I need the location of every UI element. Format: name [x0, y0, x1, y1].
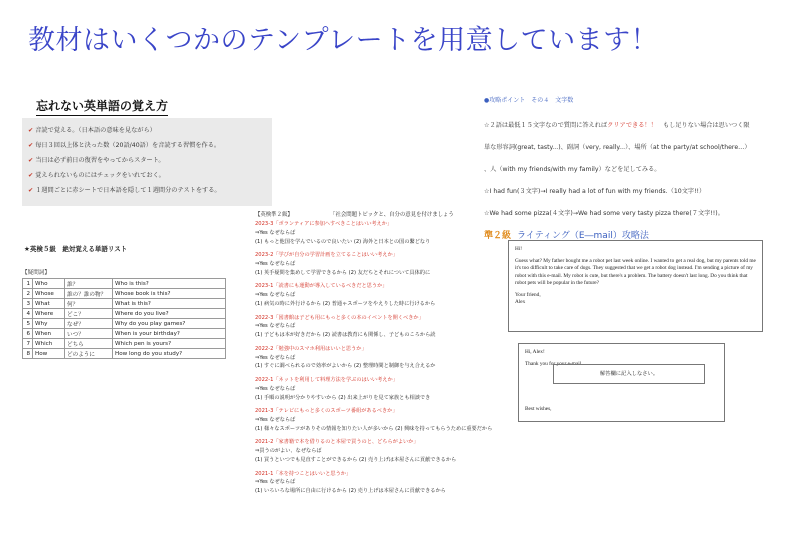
table-cell: 何？	[65, 299, 113, 309]
question-answer: ⇒Yes なぜならば	[255, 229, 296, 236]
reply-greeting: Hi, Alex!	[525, 349, 545, 355]
table-cell: どちら	[65, 339, 113, 349]
table-cell: 3	[23, 299, 33, 309]
letter-signature: Alex	[515, 299, 526, 306]
table-cell: 誰？	[65, 279, 113, 289]
table-cell: What is this?	[113, 299, 226, 309]
question-block	[255, 282, 495, 308]
question-block	[255, 314, 495, 340]
grade2-questions	[255, 210, 495, 501]
question-answer: ⇒Yes なぜならば	[255, 479, 296, 486]
strategy-line: ☆We had some pizza(４文字)→We had some very tasty pizza there(７文字!!)。	[484, 210, 724, 217]
question-answer: ⇒Yes なぜならば	[255, 385, 296, 392]
tip-item: ✔ 覚えられないものにはチェックをいれておく。	[28, 172, 165, 179]
question-block	[255, 345, 495, 371]
strategy-line: ☆２語は最低１５文字なので質問に答えればクリアできる！！ もし足りない場合は思いつく限	[484, 122, 750, 129]
table-row	[23, 329, 226, 339]
question-reasons: (1) 様々なスポーツがありその情報を知りたい人が多いから (2) 興味を持ってもらうために重要だから	[255, 425, 493, 432]
table-row	[23, 279, 226, 289]
question-answer: ⇒Yes なぜならば	[255, 354, 296, 361]
table-cell: Who	[33, 279, 65, 289]
question-block	[255, 470, 495, 496]
table-cell: Whose	[33, 289, 65, 299]
page-headline: 教材はいくつかのテンプレートを用意しています！	[28, 25, 659, 56]
question-reasons: (1) 手順の説明が分かりやすいから (2) 出来上がりを見て家族とも相談でき	[255, 394, 431, 401]
table-cell: 5	[23, 319, 33, 329]
table-cell: 6	[23, 329, 33, 339]
table-cell: 8	[23, 349, 33, 359]
question-answer: ⇒Yes なぜならば	[255, 260, 296, 267]
question-reasons: (1) いろいろな場所に自由に行けるから (2) 売り上げは本屋さんに貢献できるから	[255, 488, 446, 495]
table-cell: 誰の？誰の物？	[65, 289, 113, 299]
question-title: 2021-1「本を持つことはいいと思うか」	[255, 470, 352, 477]
grade2-header: 【英検準２級】 「社会問題トピックと、自分の意見を付けましょう	[255, 212, 454, 218]
email-letter	[508, 240, 763, 332]
question-answer: ⇒買うのがよい、なぜならば	[255, 448, 322, 455]
table-cell: How	[33, 349, 65, 359]
question-block	[255, 251, 495, 277]
table-cell: Which	[33, 339, 65, 349]
table-cell: 7	[23, 339, 33, 349]
table-cell: Why do you play games?	[113, 319, 226, 329]
question-answer: ⇒Yes なぜならば	[255, 292, 296, 299]
table-cell: Which pen is yours?	[113, 339, 226, 349]
table-cell: Who is this?	[113, 279, 226, 289]
question-title: 2021-2「家書籍で本を借りるのと本屋で買うのと、どちらがよいか」	[255, 439, 419, 446]
letter-body: Guess what? My father bought me a robot pet last week online. I wanted to get a real dog, but my parents told me it's too difficult to take care of dogs. They suggested that we get a robot dog instead. I'm sending a picture of my robot with this e-mail. My robot is cute, but there's a problem. The battery doesn't last long. Do you think that robot pets will be popular in the future?	[515, 258, 756, 286]
table-cell: Whose book is this?	[113, 289, 226, 299]
question-reasons: (1) もっと他国を学んでいるので良いたい (2) 海外と日本との国の繋どなり	[255, 238, 431, 245]
question-title: 2023-2「学びが自分の学習計画を立てることはいい考えか」	[255, 252, 398, 259]
tips-box	[22, 118, 272, 206]
table-cell: 2	[23, 289, 33, 299]
question-reasons: (1) 英手疑問を集めして学習できるから (2) 友だちとそれについて具体的に	[255, 269, 431, 276]
question-reasons: (1) 病気の時に外行けるから (2) 普通ゃスポーツをやえりした時に行けるから	[255, 300, 436, 307]
table-row	[23, 309, 226, 319]
question-block	[255, 220, 495, 246]
table-row	[23, 319, 226, 329]
check-icon: ✔	[28, 172, 34, 179]
check-icon: ✔	[28, 157, 34, 164]
question-answer: ⇒Yes なぜならば	[255, 323, 296, 330]
table-cell: When is your birthday?	[113, 329, 226, 339]
wordlist-table	[22, 278, 226, 359]
tips-title: 忘れない英単語の覚え方	[36, 97, 168, 116]
question-title: 2022-3「図書館は子ども用にもっと多くの本のイベントを開くべきか」	[255, 314, 424, 321]
question-title: 2022-1「ネットを利用して料理方法を学ぶのはいい考えか」	[255, 376, 398, 383]
answer-box[interactable]: 解答欄に記入しなさい。	[553, 364, 705, 384]
check-icon: ✔	[28, 187, 34, 194]
strategy-line: ☆I had fun(３文字)→I really had a lot of fun with my friends.（10文字!!）	[484, 188, 706, 195]
tip-item: ✔ 毎日３回以上体と決った数（20語/40語）を音読する習慣を作る。	[28, 142, 221, 149]
table-cell: What	[33, 299, 65, 309]
table-cell: Where	[33, 309, 65, 319]
tip-item: ✔ １週間ごとに赤シートで日本語を隠して１週間分のテストをする。	[28, 187, 221, 194]
table-cell: いつ？	[65, 329, 113, 339]
table-cell: 4	[23, 309, 33, 319]
table-row	[23, 299, 226, 309]
question-block	[255, 438, 495, 464]
table-row	[23, 349, 226, 359]
reply-thanks: Thank you for your e-mail.	[525, 361, 583, 367]
tip-item: ✔ 当日は必ず前日の復習をやってからスタート。	[28, 157, 165, 164]
strategy-point: ●攻略ポイント その４ 文字数	[484, 97, 574, 104]
question-title: 2023-3「ボランティアに参加へすべきことはいい考えか」	[255, 221, 393, 227]
question-block	[255, 376, 495, 402]
table-cell: When	[33, 329, 65, 339]
reply-closing: Best wishes,	[525, 406, 552, 412]
writing-strategy-title: 準２級 ライティング（E―mail）攻略法	[484, 231, 649, 241]
question-title: 2021-3「テレビにもっと多くのスポーツ番組があるべきか」	[255, 408, 398, 415]
question-reasons: (1) 買うといつでも見直すことができるから (2) 売り上げは本屋さんに貢献できるから	[255, 456, 457, 463]
letter-closing: Your friend,	[515, 292, 541, 299]
letter-greeting: Hi!	[515, 246, 523, 252]
strategy-line: 、人（with my friends/with my family）などを足してみる。	[484, 166, 661, 173]
table-cell: なぜ？	[65, 319, 113, 329]
question-reasons: (1) すぐに調べられるので効率がよいから (2) 整理時間と制御を与え合えるか	[255, 363, 436, 370]
table-cell: どこ？	[65, 309, 113, 319]
question-reasons: (1) 子どもは本が好きだから (2) 読書は教育にも関係し、子どものころから読	[255, 332, 436, 339]
table-cell: どのように	[65, 349, 113, 359]
question-block	[255, 407, 495, 433]
strategy-line: 単な形容詞(great, tasty...)、副詞（very, really...）、場所（at the party/at school/there…）	[484, 144, 751, 151]
check-icon: ✔	[28, 127, 34, 134]
table-cell: Where do you live?	[113, 309, 226, 319]
wordlist-subtitle: 【疑問詞】	[22, 270, 50, 276]
question-answer: ⇒Yes なぜならば	[255, 416, 296, 423]
tip-item: ✔ 音読で覚える。（日本語の意味を見ながら）	[28, 127, 156, 134]
table-row	[23, 289, 226, 299]
check-icon: ✔	[28, 142, 34, 149]
question-title: 2022-2「勉強中のスマホ利用はいいと思うか」	[255, 345, 367, 352]
table-cell: How long do you study?	[113, 349, 226, 359]
wordlist-title: ★英検５級 絶対覚える単語リスト	[24, 245, 128, 253]
table-cell: Why	[33, 319, 65, 329]
table-row	[23, 339, 226, 349]
email-reply	[518, 343, 725, 422]
table-cell: 1	[23, 279, 33, 289]
question-title: 2023-1「読書にも運動が導入しているべきだと思うか」	[255, 283, 388, 290]
